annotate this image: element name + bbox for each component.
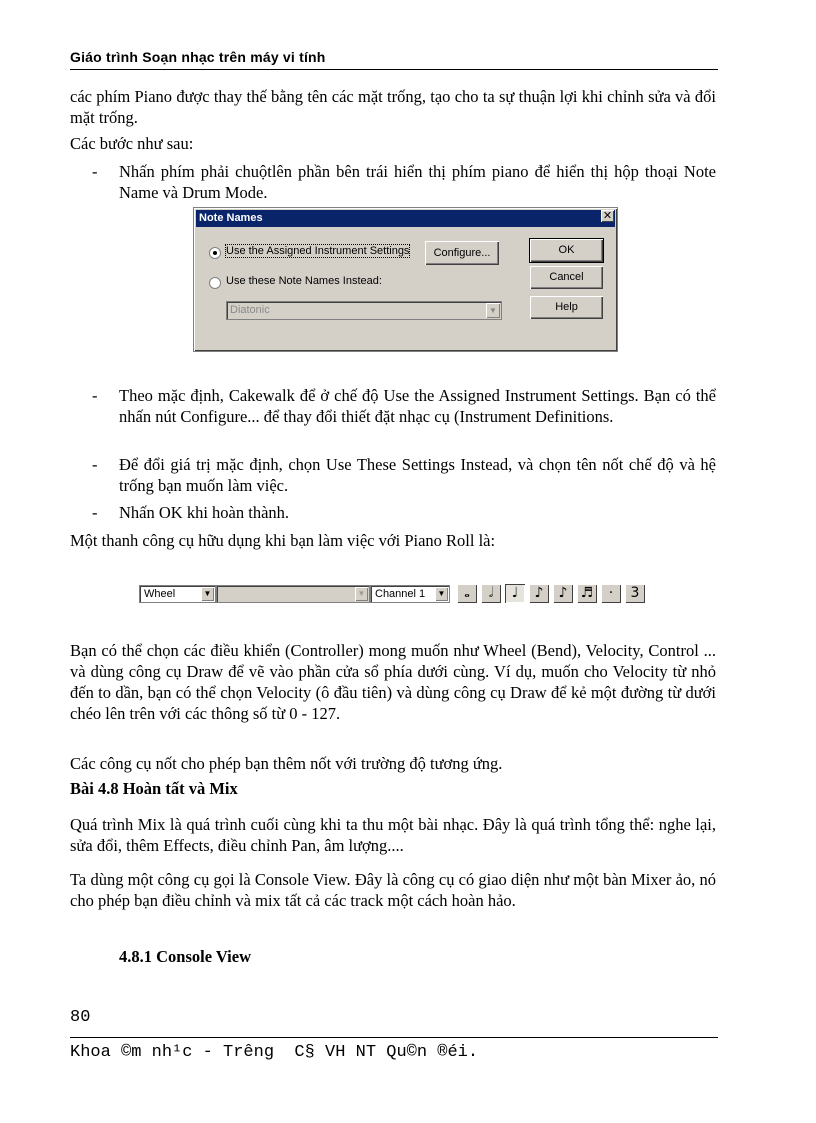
- bullet-text: Nhấn phím phải chuộtlên phần bên trái hiển thị phím piano để hiển thị hộp thoại Note Name và Drum Mode.: [119, 162, 716, 202]
- ok-button[interactable]: OK: [530, 239, 603, 262]
- steps-intro: Các bước như sau:: [70, 134, 194, 153]
- triplet-button[interactable]: 3: [625, 584, 645, 603]
- controller-paragraph: Bạn có thể chọn các điều khiển (Controller) mong muốn như Wheel (Bend), Velocity, Control ... và dùng công cụ Draw để vẽ vào phần cửa sổ phía dưới cùng. Ví dụ, muốn cho Velocity từ nhỏ đến to dần, bạn có thể chọn Velocity (ô đầu tiên) và dùng công cụ Draw để kẻ một đường từ dưới chéo lên trên với các thông số từ 0 - 127.: [70, 641, 716, 723]
- radio-assigned-label[interactable]: Use the Assigned Instrument Settings: [226, 245, 410, 257]
- cancel-button[interactable]: Cancel: [530, 266, 603, 289]
- chevron-down-icon: ▼: [355, 587, 368, 601]
- mix-paragraph: Quá trình Mix là quá trình cuối cùng khi ta thu một bài nhạc. Đây là quá trình tổng thể: nghe lại, sửa đổi, thêm Effects, điều chỉnh Pan, âm lượng....: [70, 815, 716, 855]
- bullet-item: [92, 454, 716, 496]
- console-paragraph: Ta dùng một công cụ gọi là Console View. Đây là công cụ có giao diện như một bàn Mixer ảo, nó cho phép bạn điều chỉnh và mix tất cả các track một cách hoàn hảo.: [70, 870, 716, 910]
- sixteenth-note-button[interactable]: ♪: [553, 584, 573, 603]
- radio-assigned-settings[interactable]: [209, 247, 221, 259]
- subsection-heading: 4.8.1 Console View: [119, 947, 251, 966]
- bullet-dash: -: [92, 455, 98, 474]
- section-heading: Bài 4.8 Hoàn tất và Mix: [70, 779, 238, 798]
- chevron-down-icon: ▼: [201, 587, 214, 601]
- chevron-down-icon: ▼: [435, 587, 448, 601]
- note-names-select-value: Diatonic: [230, 304, 270, 316]
- note-tools-paragraph: Các công cụ nốt cho phép bạn thêm nốt với trường độ tương ứng.: [70, 754, 503, 773]
- dotted-button[interactable]: ·: [601, 584, 621, 603]
- toolbar-intro: Một thanh công cụ hữu dụng khi bạn làm việc với Piano Roll là:: [70, 531, 496, 550]
- bullet-text: Để đổi giá trị mặc định, chọn Use These Settings Instead, và chọn tên nốt chế độ và hệ trống bạn muốn làm việc.: [119, 455, 716, 495]
- bullet-item: [92, 161, 716, 203]
- radio-note-names-label[interactable]: Use these Note Names Instead:: [226, 275, 382, 287]
- controller-select-value: Wheel: [144, 588, 176, 600]
- note-names-dialog: [193, 207, 618, 352]
- thirtysecond-note-button[interactable]: ♬: [577, 584, 597, 603]
- note-names-select[interactable]: [226, 301, 502, 320]
- bullet-item: [92, 385, 716, 427]
- footer-rule: [70, 1037, 718, 1038]
- bullet-dash: -: [92, 386, 98, 405]
- help-button[interactable]: Help: [530, 296, 603, 319]
- intro-paragraph: các phím Piano được thay thế bằng tên các mặt trống, tạo cho ta sự thuận lợi khi chỉnh sửa và đổi mặt trống.: [70, 87, 716, 127]
- chevron-down-icon: ▼: [486, 303, 500, 318]
- close-icon[interactable]: ✕: [602, 210, 613, 222]
- radio-note-names[interactable]: [209, 277, 221, 289]
- footer-text: Khoa ©m nh¹c - Trêng C§ VH NT Qu©n ®éi.: [70, 1043, 479, 1062]
- bullet-text: Nhấn OK khi hoàn thành.: [119, 503, 290, 522]
- bullet-item: [92, 502, 716, 523]
- controller-select[interactable]: [139, 585, 216, 603]
- eighth-note-button[interactable]: ♪: [529, 584, 549, 603]
- half-note-button[interactable]: 𝅗𝅥: [481, 584, 501, 603]
- bullet-dash: -: [92, 503, 98, 522]
- page-number: 80: [70, 1008, 91, 1027]
- piano-roll-toolbar: [137, 583, 649, 605]
- dialog-title: Note Names: [196, 210, 615, 227]
- whole-note-button[interactable]: 𝅝: [457, 584, 477, 603]
- controller-value-select[interactable]: [216, 585, 370, 603]
- bullet-dash: -: [92, 162, 98, 181]
- running-header: Giáo trình Soạn nhạc trên máy vi tính: [70, 49, 326, 65]
- channel-select-value: Channel 1: [375, 588, 426, 600]
- header-rule: [70, 69, 718, 70]
- quarter-note-button[interactable]: ♩: [505, 584, 525, 603]
- configure-button[interactable]: Configure...: [425, 241, 499, 265]
- bullet-text: Theo mặc định, Cakewalk để ở chế độ Use the Assigned Instrument Settings. Bạn có thể nhấn nút Configure... để thay đổi thiết đặt nhạc cụ (Instrument Definitions.: [119, 386, 716, 426]
- channel-select[interactable]: [370, 585, 450, 603]
